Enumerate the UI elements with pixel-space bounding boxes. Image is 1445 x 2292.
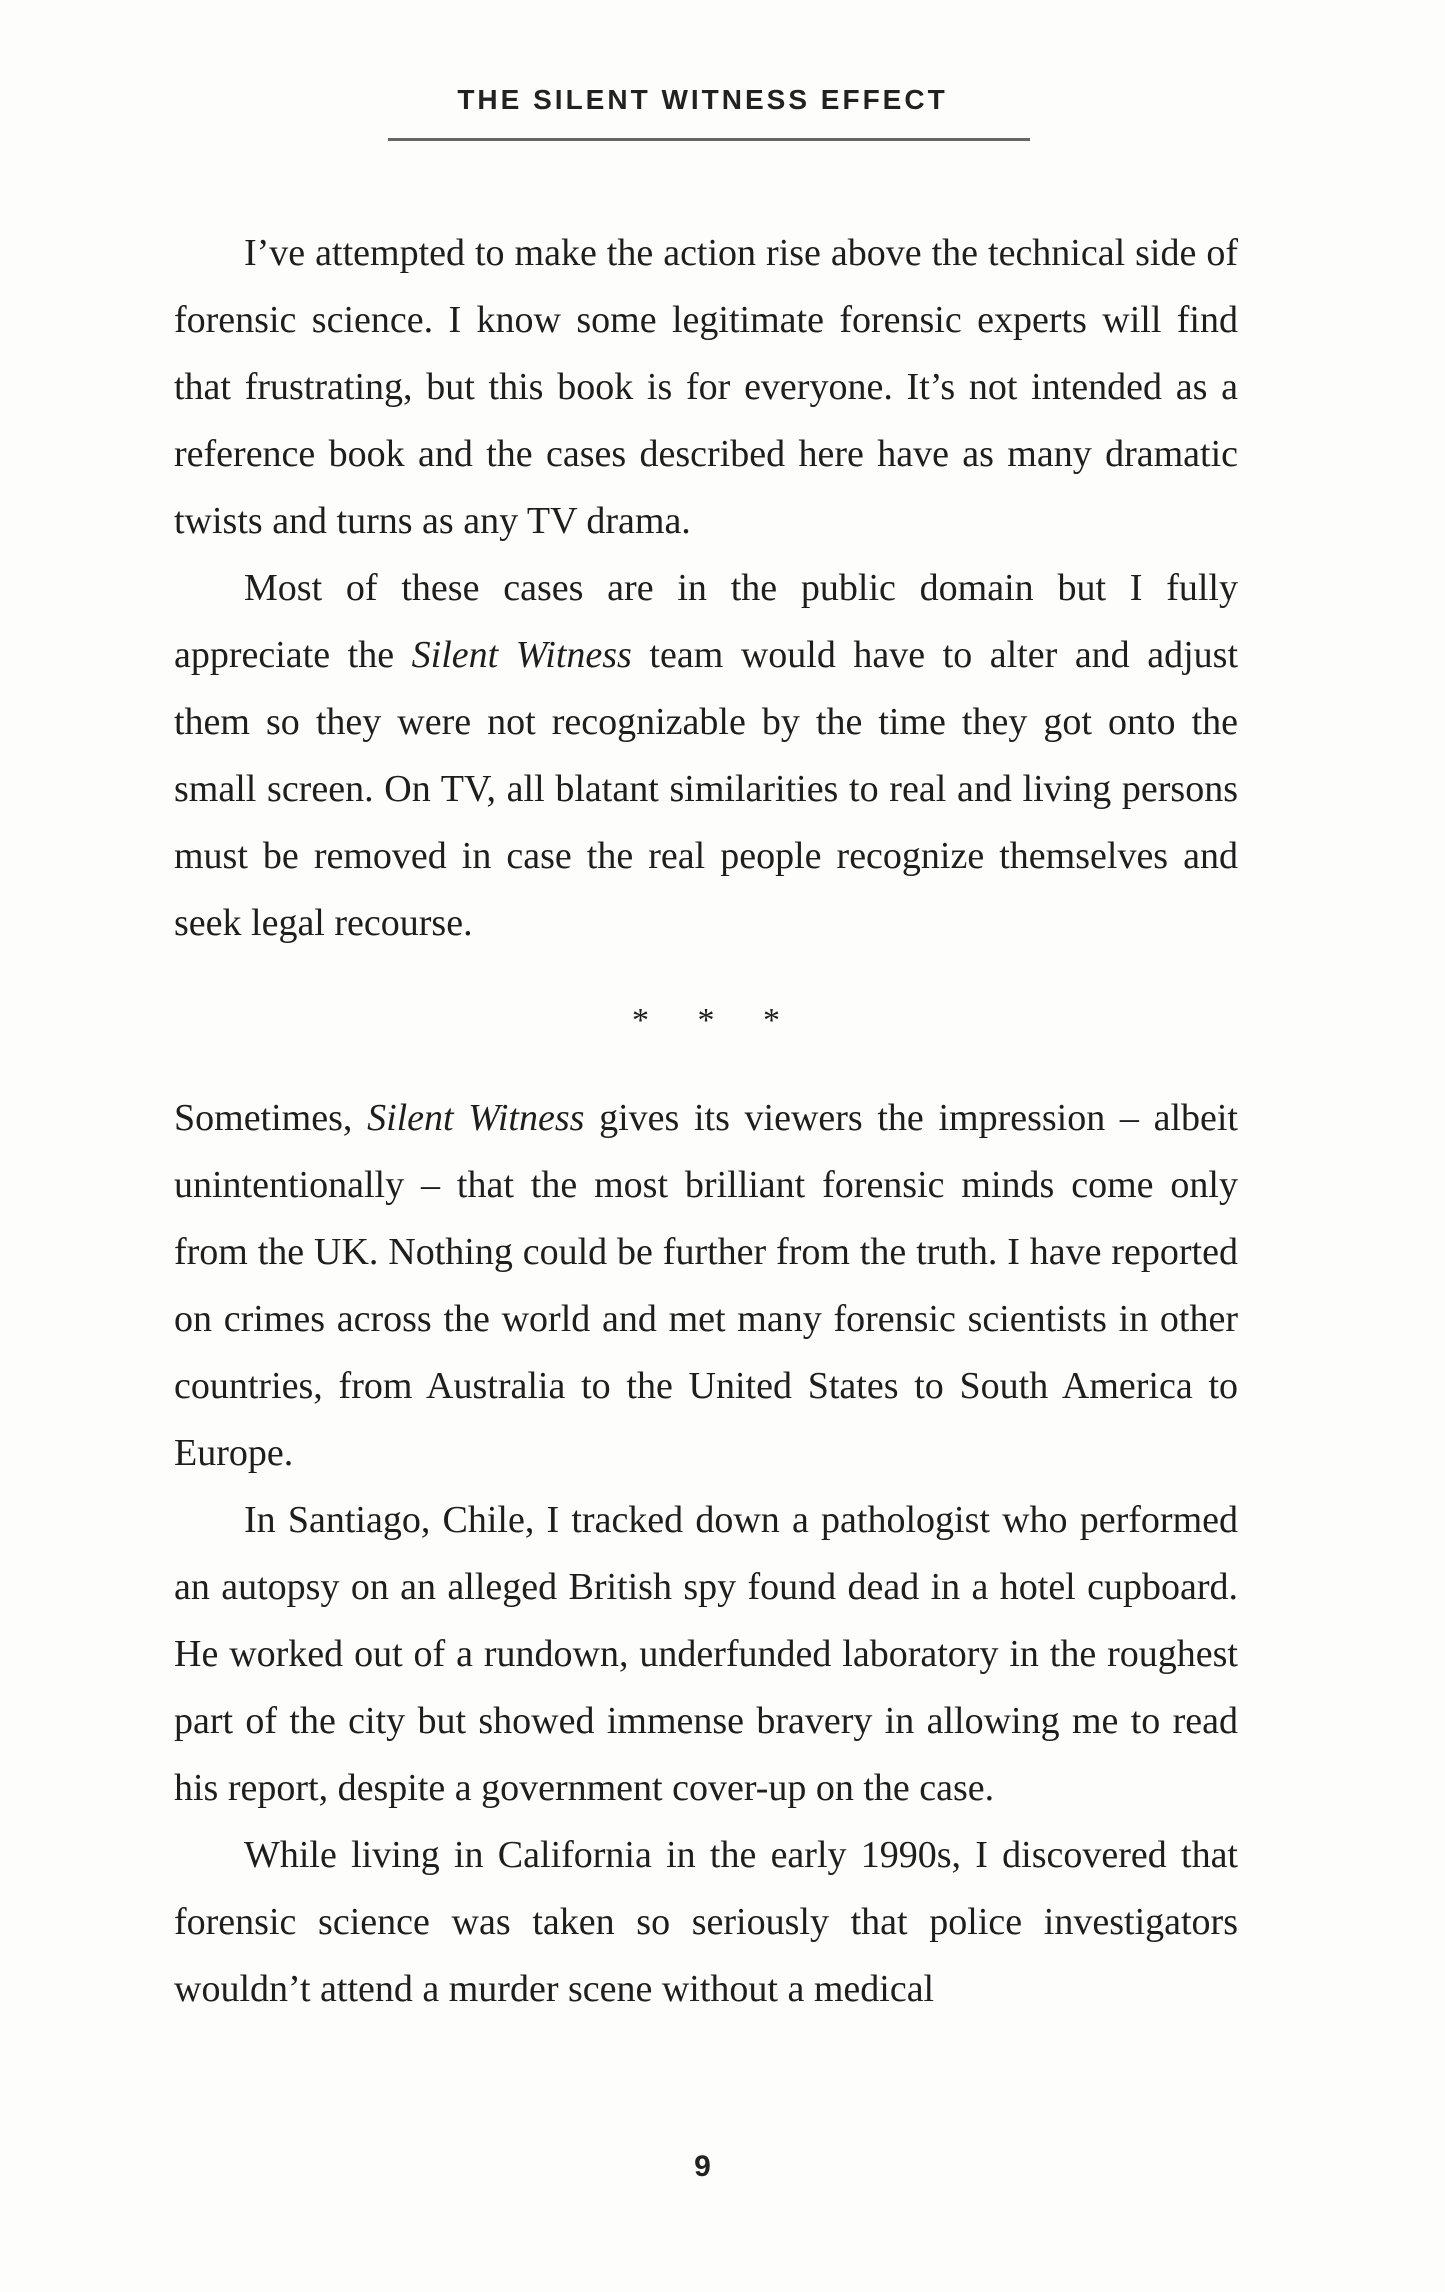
body-text bbox=[174, 220, 1238, 2023]
paragraph-4-text: In Santiago, Chile, I tracked down a pathologist who performed an autopsy on an alleged British spy found dead in a hotel cupboard. He worked out of a rundown, underfunded laboratory in the roughest part of the city but showed immense bravery in allowing me to read his report, despite a government cover-up on the case. bbox=[174, 1499, 1238, 1809]
paragraph-3 bbox=[174, 1085, 1238, 1487]
paragraph-5 bbox=[174, 1822, 1238, 2023]
paragraph-2-text-before: Most of these cases are in the public domain but I fully appreciate the bbox=[174, 567, 1238, 676]
paragraph-2-italic-title: Silent Witness bbox=[411, 634, 632, 676]
paragraph-2-text-after: team would have to alter and adjust them so they were not recognizable by the time they got onto the small screen. On TV, all blatant similarities to real and living persons must be removed in case the real people recognize themselves and seek legal recourse. bbox=[174, 634, 1239, 944]
paragraph-2 bbox=[174, 555, 1238, 957]
paragraph-1-text: I’ve attempted to make the action rise above the technical side of forensic science. I know some legitimate forensic experts will find that frustrating, but this book is for everyone. It’s not intended as a reference book and the cases described here have as many dramatic twists and turns as any TV drama. bbox=[174, 232, 1238, 542]
paragraph-3-italic-title: Silent Witness bbox=[367, 1097, 585, 1139]
section-break: * * * bbox=[632, 1002, 800, 1039]
paragraph-4 bbox=[174, 1487, 1238, 1822]
paragraph-3-text-before: Sometimes, bbox=[174, 1097, 368, 1139]
paragraph-5-text: While living in California in the early 1990s, I discovered that forensic science was taken so seriously that police investigators wouldn’t attend a murder scene without a medical bbox=[174, 1834, 1238, 2010]
page-number: 9 bbox=[694, 2150, 711, 2183]
header-rule bbox=[388, 138, 1030, 141]
paragraph-1 bbox=[174, 220, 1238, 555]
running-head: THE SILENT WITNESS EFFECT bbox=[457, 84, 948, 115]
paragraph-3-text-after: gives its viewers the impression – albeit unintentionally – that the most brilliant forensic minds come only from the UK. Nothing could be further from the truth. I have reported on crimes across the world and met many forensic scientists in other countries, from Australia to the United States to South America to Europe. bbox=[174, 1097, 1238, 1474]
